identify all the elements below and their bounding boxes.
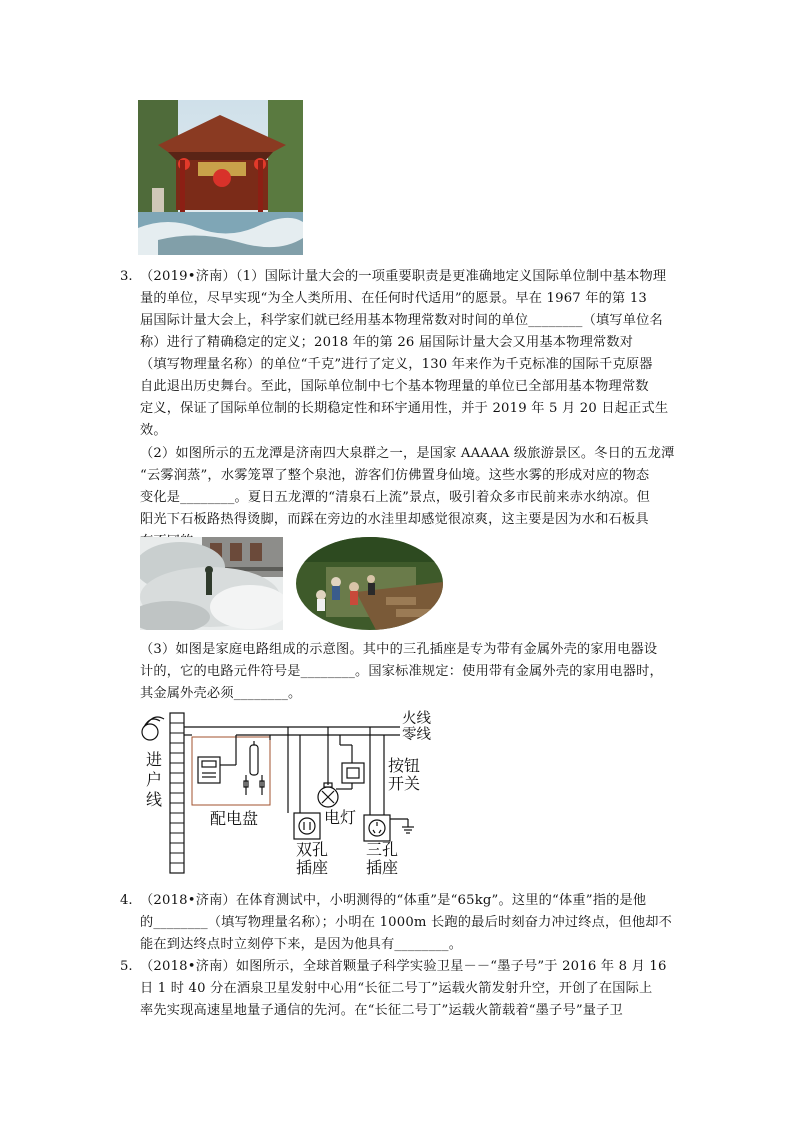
three-hole-socket-label-2: 插座 (366, 858, 399, 877)
q3-line-2: 量的单位，尽早实现“为全人类所用、在任何时代适用”的愿景。早在 1967 年的第 13 (140, 291, 647, 306)
lamp-label: 电灯 (324, 808, 357, 827)
q4-line-1: （2018•济南）在体育测试中，小明测得的“体重”是“65kg”。这里的“体重”指的是他 (140, 893, 647, 908)
two-hole-socket-label-1: 双孔 (296, 840, 329, 859)
button-switch-label-2: 开关 (388, 774, 421, 793)
q3-part2-line-1: （2）如图所示的五龙潭是济南四大泉群之一，是国家 AAAAA 级旅游景区。冬日的五龙潭 (140, 446, 675, 461)
stream-photo (296, 537, 443, 630)
q3-line-6: 自此退出历史舞台。至此，国际单位制中七个基本物理量的单位已全部用基本物理常数 (140, 379, 649, 394)
question-5-number: 5. (120, 959, 133, 974)
q3-part2-line-4: 阳光下石板路热得烫脚，而踩在旁边的水洼里却感觉很凉爽，这主要是因为水和石板具 (140, 512, 649, 527)
q5-line-1: （2018•济南）如图所示，全球首颗量子科学实验卫星－－“墨子号”于 2016 年 8 月 16 (140, 959, 667, 974)
q3-part3-line-3: 其金属外壳必须________。 (140, 686, 302, 701)
live-wire-label: 火线 (402, 711, 431, 727)
q4-line-3: 能在到达终点时立刻停下来，是因为他具有________。 (140, 937, 463, 952)
button-switch-label-1: 按钮 (388, 756, 421, 775)
incoming-line-label-3: 线 (146, 790, 163, 809)
q5-line-3: 率先实现高速星地量子通信的先河。在“长征二号丁”运载火箭载着“墨子号”量子卫 (140, 1003, 623, 1018)
q3-line-7: 定义，保证了国际单位制的长期稳定性和环宇通用性，并于 2019 年 5 月 20 日起正式生 (140, 401, 669, 416)
fog-photo (140, 537, 283, 630)
distribution-panel-label: 配电盘 (210, 809, 259, 828)
pavilion-photo (138, 100, 303, 255)
q3-part3-line-1: （3）如图是家庭电路组成的示意图。其中的三孔插座是专为带有金属外壳的家用电器设 (140, 642, 658, 657)
q3-line-3: 届国际计量大会上，科学家们就已经用基本物理常数对时间的单位________（填写单位名 (140, 313, 663, 328)
q3-part3-line-2: 计的，它的电路元件符号是________。国家标准规定：使用带有金属外壳的家用电器时， (140, 664, 663, 679)
household-circuit-diagram (140, 705, 440, 885)
q3-part2-line-3: 变化是________。夏日五龙潭的“清泉石上流”景点，吸引着众多市民前来赤水纳凉。但 (140, 490, 651, 505)
incoming-line-label-1: 进 (146, 750, 163, 769)
neutral-wire-label: 零线 (402, 727, 431, 743)
question-4-number: 4. (120, 893, 133, 908)
q3-line-5: （填写物理量名称）的单位“千克”进行了定义，130 年来作为千克标准的国际千克原器 (140, 357, 653, 372)
q5-line-2: 日 1 时 40 分在酒泉卫星发射中心用“长征二号丁”运载火箭发射升空，开创了在国际上 (140, 981, 653, 996)
q3-line-4: 称）进行了精确稳定的定义；2018 年的第 26 届国际计量大会又用基本物理常数对 (140, 335, 634, 350)
incoming-line-label-2: 户 (146, 770, 163, 789)
q4-line-2: 的________（填写物理量名称）；小明在 1000m 长跑的最后时刻奋力冲过终点，但他却不 (140, 915, 672, 930)
q3-line-8: 效。 (140, 423, 167, 438)
q3-line-1: （2019•济南）（1）国际计量大会的一项重要职责是更准确地定义国际单位制中基本物理 (140, 269, 667, 284)
three-hole-socket-label-1: 三孔 (366, 840, 399, 859)
q3-part2-line-2: “云雾润蒸”，水雾笼罩了整个泉池，游客们仿佛置身仙境。这些水雾的形成对应的物态 (140, 468, 650, 483)
question-3-number: 3. (120, 269, 133, 284)
two-hole-socket-label-2: 插座 (296, 858, 329, 877)
